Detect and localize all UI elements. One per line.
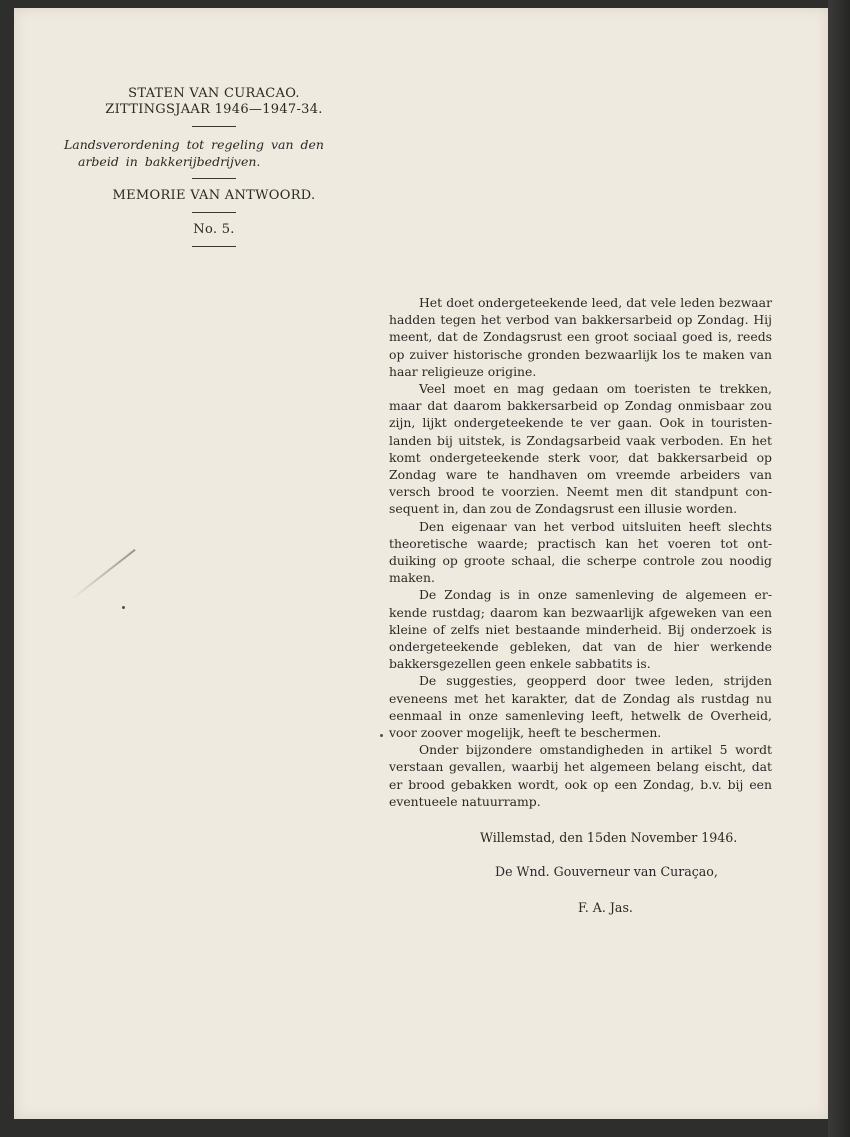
header-divider — [192, 246, 236, 247]
paragraph: De Zondag is in onze samenleving de algemeen erkende rustdag; daarom kan bezwaarlijk afgeweken van een kleine of zelfs niet bestaande minderheid. Bij onderzoek is ondergeteekende gebleken, dat van de hier werkende bakkersgezellen geen enkele sabbatits is. — [389, 587, 772, 672]
header-divider — [192, 178, 236, 179]
paragraph: Den eigenaar van het verbod uitsluiten heeft slechts theoretische waarde; practisch kan het voeren tot ontduiking op groote schaal, die scherpe controle zou noodig maken. — [389, 518, 772, 586]
paragraph: Onder bijzondere omstandigheden in artikel 5 wordt verstaan gevallen, waarbij het algemeen belang eischt, dat er brood gebakken wordt, ook op een Zondag, b.v. bij een eventueele natuurramp. — [389, 742, 772, 809]
place-and-date: Willemstad, den 15den November 1946. — [480, 830, 738, 845]
subject-line-2: arbeid in bakkerijbedrijven. — [78, 154, 261, 169]
paragraph: De suggesties, geopperd door twee leden, strijden eveneens met het karakter, dat de Zondag als rustdag nu eenmaal in onze samenleving leeft, hetwelk de Overheid, voor zoover mogelijk, heeft te beschermen. — [389, 673, 772, 741]
session-year: ZITTINGSJAAR 1946—1947-34. — [105, 102, 323, 117]
ink-speck — [122, 606, 125, 609]
ink-speck — [380, 734, 383, 737]
header-divider — [192, 212, 236, 213]
header-divider — [192, 126, 236, 127]
document-number: No. 5. — [193, 222, 235, 237]
document-header — [64, 86, 364, 256]
ordinance-subject — [64, 136, 364, 170]
signatory-title: De Wnd. Gouverneur van Curaçao, — [495, 864, 718, 879]
paragraph: Het doet ondergeteekende leed, dat vele leden bezwaar hadden tegen het verbod van bakkersarbeid op Zondag. Hij meent, dat de Zondagsrust een groot sociaal goed is, reeds op zuiver historische gronden bezwaarlijk los te maken van haar religieuze origine. — [389, 295, 772, 379]
subject-line-1: Landsverordening tot regeling van den — [64, 137, 324, 152]
paragraph: Veel moet en mag gedaan om toeristen te trekken, maar dat daarom bakkersarbeid op Zondag onmisbaar zou zijn, lijkt ondergeteekende te ver gaan. Ook in touristenlanden bij uitstek, is Zondagsarbeid vaak verboden. En het komt ondergeteekende sterk voor, dat bakkersarbeid op Zondag ware te handhaven om vreemde arbeiders van versch brood te voorzien. Neemt men dit standpunt consequent in, dan zou de Zondagsrust een illusie worden. — [389, 381, 772, 517]
memo-body — [389, 294, 772, 810]
scan-edge — [828, 0, 850, 1137]
signature-name: F. A. Jas. — [578, 900, 633, 915]
document-type: MEMORIE VAN ANTWOORD. — [112, 188, 316, 203]
assembly-title: STATEN VAN CURACAO. — [128, 86, 300, 101]
